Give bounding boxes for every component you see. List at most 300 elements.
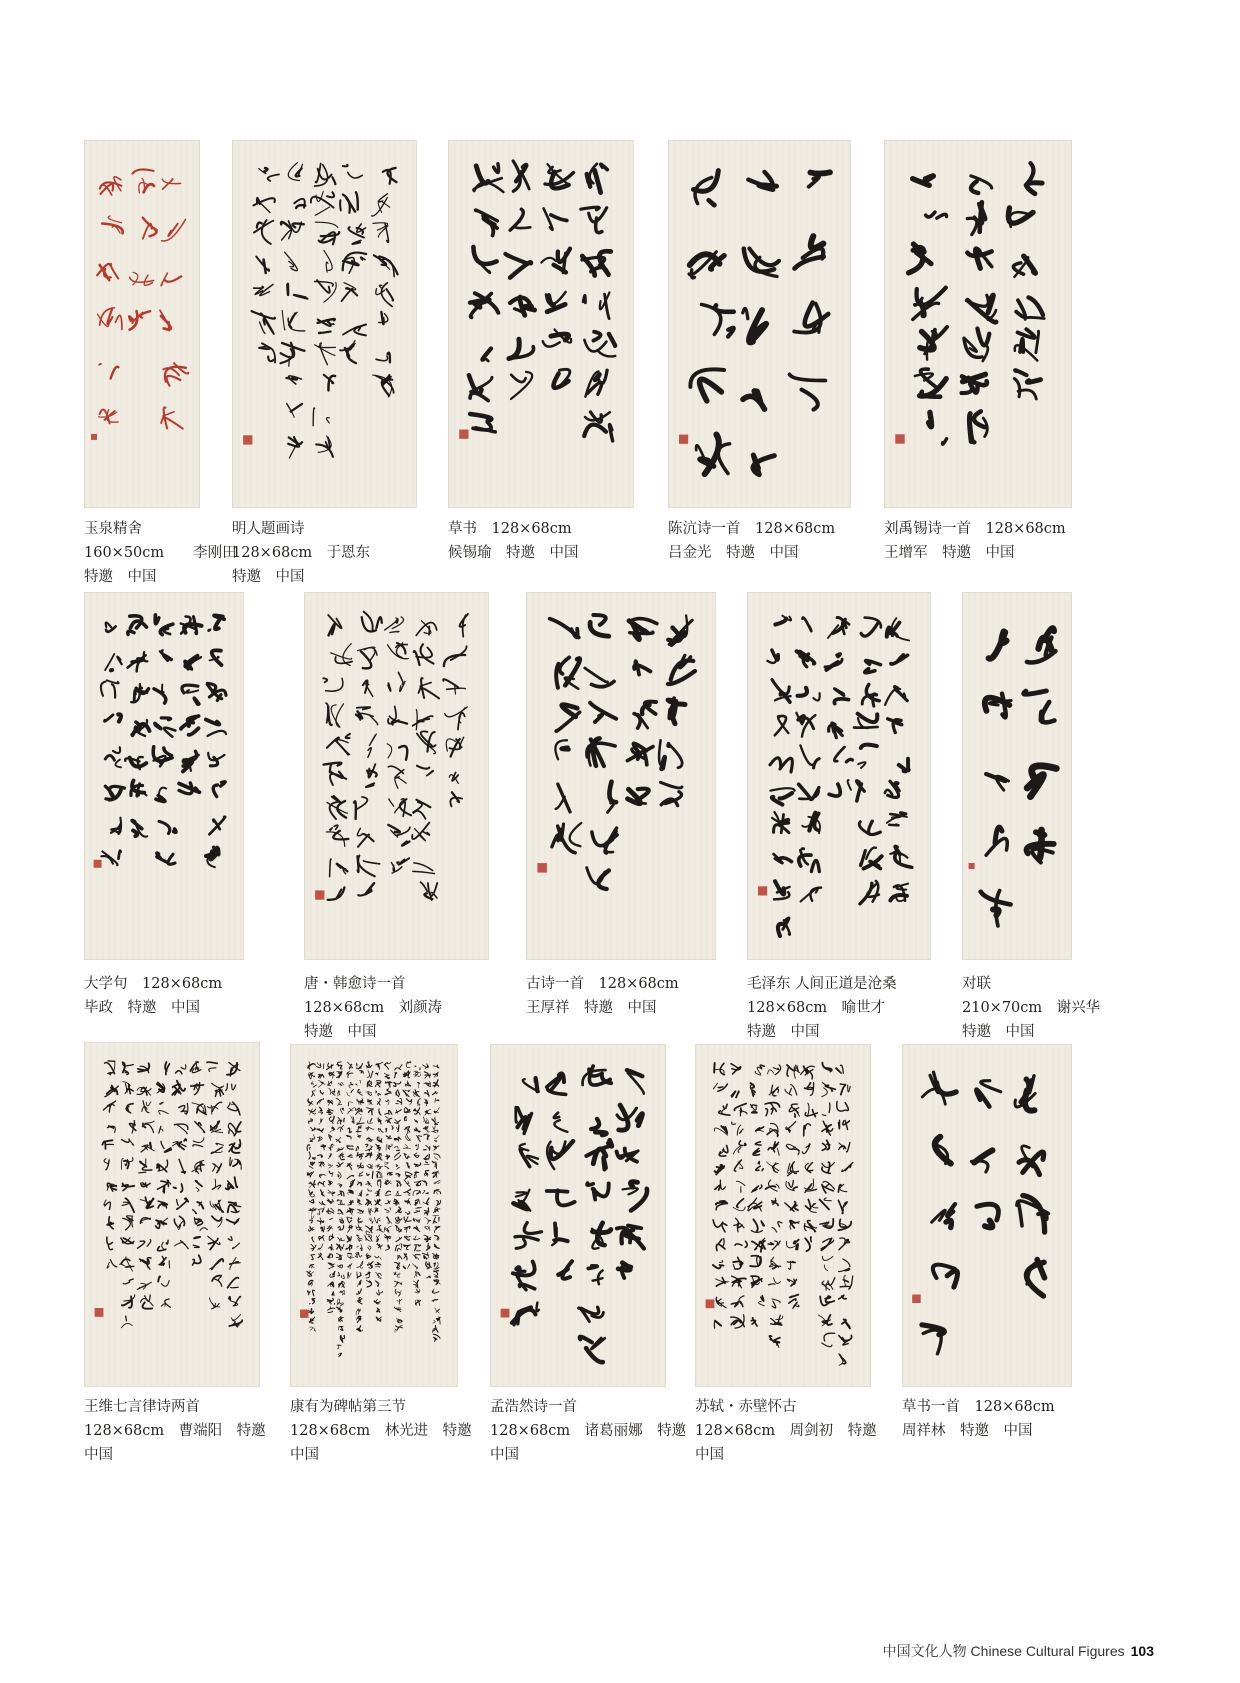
brush-stroke [310,1192,313,1195]
artwork-image [84,592,244,960]
brush-stroke [834,699,848,704]
brush-stroke [194,1255,200,1263]
brush-stroke [380,1129,383,1133]
brush-stroke [422,1181,424,1182]
brush-stroke [342,1244,344,1248]
artwork-caption [448,517,579,565]
brush-stroke [329,1171,333,1174]
brush-stroke [367,1071,370,1078]
brush-stroke [977,329,989,346]
brush-stroke [286,378,297,380]
brush-stroke [406,1175,409,1179]
brush-stroke [379,1220,381,1221]
brush-stroke [761,1296,764,1301]
brush-stroke [417,1191,420,1194]
brush-stroke [333,1116,335,1121]
brush-stroke [808,1103,810,1116]
brush-stroke [802,1144,810,1154]
brush-stroke [366,1153,370,1156]
brush-stroke [193,1145,203,1147]
brush-stroke [351,1083,353,1085]
brush-stroke [407,1181,409,1183]
brush-stroke [112,684,115,697]
brush-stroke [379,1225,381,1229]
brush-stroke [716,1204,727,1210]
brush-stroke [558,249,570,262]
seal-stamp [537,863,547,873]
brush-stroke [976,249,981,268]
brush-stroke [385,1113,389,1114]
brush-stroke [348,1128,350,1133]
brush-stroke [1017,1202,1022,1226]
brush-stroke [122,1185,128,1191]
brush-stroke [165,1062,166,1071]
brush-stroke [378,1128,379,1132]
brush-stroke [385,1166,389,1169]
brush-stroke [772,812,778,821]
brush-stroke [668,628,680,641]
brush-stroke [358,856,375,877]
brush-stroke [425,1121,428,1123]
brush-stroke [372,1171,373,1178]
brush-stroke [791,1085,797,1095]
brush-stroke [309,1308,312,1311]
brush-stroke [971,1161,988,1172]
brush-stroke [413,1255,419,1260]
brush-stroke [349,1156,353,1158]
brush-stroke [319,1080,323,1083]
artwork-image [962,592,1072,960]
brush-stroke [357,1253,358,1255]
brush-stroke [384,1065,388,1070]
brush-stroke [389,799,394,806]
brush-stroke [378,201,389,212]
brush-stroke [113,747,120,753]
brush-stroke [368,1189,372,1191]
seal-stamp [912,1295,921,1304]
brush-stroke [342,1108,344,1110]
brush-stroke [397,1292,400,1296]
brush-stroke [362,617,376,631]
brush-stroke [334,1293,335,1295]
brush-stroke [289,313,295,325]
brush-stroke [780,793,793,798]
brush-stroke [425,1227,430,1231]
brush-stroke [293,223,304,227]
brush-stroke [514,1311,519,1324]
brush-stroke [294,295,308,299]
brush-stroke [419,1245,421,1246]
brush-stroke [319,1136,321,1138]
brush-stroke [738,1148,741,1153]
brush-stroke [355,797,367,810]
brush-stroke [544,208,553,229]
brush-stroke [311,1244,314,1251]
brush-stroke [150,1143,151,1149]
brush-stroke [599,251,610,274]
brush-stroke [418,1144,419,1149]
brush-stroke [368,1247,370,1250]
seal-stamp [758,886,767,895]
calligraphy-strokes [232,140,417,508]
brush-stroke [387,1217,389,1223]
brush-stroke [980,202,982,232]
brush-stroke [219,1089,223,1096]
brush-stroke [838,1200,842,1213]
brush-stroke [367,1173,370,1175]
brush-stroke [102,1142,105,1149]
caption-line: 陈沆诗一首 128×68cm [668,521,836,537]
brush-stroke [398,672,403,684]
brush-stroke [733,1207,745,1211]
brush-stroke [139,1172,146,1173]
brush-stroke [320,343,327,365]
brush-stroke [715,1185,720,1190]
brush-stroke [366,1144,368,1147]
brush-stroke [385,1117,388,1119]
brush-stroke [159,1111,169,1115]
brush-stroke [310,1220,313,1223]
brush-stroke [116,315,122,329]
brush-stroke [106,622,112,627]
brush-stroke [399,1321,400,1322]
brush-stroke [769,1264,772,1267]
brush-stroke [192,1069,201,1073]
brush-stroke [196,1188,199,1192]
brush-stroke [119,851,121,859]
brush-stroke [397,1274,400,1277]
brush-stroke [268,174,279,181]
brush-stroke [102,851,117,865]
brush-stroke [737,1125,741,1135]
brush-stroke [733,1261,741,1264]
brush-stroke [408,1163,410,1167]
brush-stroke [184,1139,186,1141]
brush-stroke [777,1148,779,1155]
brush-stroke [739,1141,742,1146]
brush-stroke [623,1188,638,1194]
brush-stroke [423,1117,424,1122]
calligraphy-strokes [490,1044,666,1387]
brush-stroke [865,669,875,673]
brush-stroke [341,1217,342,1218]
artwork-caption [304,972,442,1044]
brush-stroke [416,1145,417,1146]
brush-stroke [155,615,159,624]
brush-stroke [322,1156,323,1158]
brush-stroke [318,1213,320,1214]
brush-stroke [213,785,217,797]
caption-line: 对联 [962,976,991,992]
caption-line: 128×68cm 周剑初 特邀 [695,1423,877,1439]
brush-stroke [775,619,786,625]
brush-stroke [735,1244,742,1246]
brush-stroke [237,1122,241,1132]
brush-stroke [414,1094,415,1097]
brush-stroke [435,1229,437,1233]
brush-stroke [594,1189,597,1200]
brush-stroke [597,350,615,356]
brush-stroke [1008,208,1033,223]
brush-stroke [358,1209,362,1210]
brush-stroke [309,1062,310,1065]
brush-stroke [720,1260,723,1262]
brush-stroke [628,1225,641,1228]
brush-stroke [840,1238,845,1244]
brush-stroke [387,1089,391,1092]
brush-stroke [822,1115,826,1116]
caption-line: 特邀 中国 [232,569,305,585]
brush-stroke [287,284,288,295]
brush-stroke [264,319,273,331]
brush-stroke [376,1317,378,1319]
brush-stroke [837,654,840,657]
brush-stroke [424,1134,427,1135]
brush-stroke [320,1091,323,1094]
brush-stroke [536,1303,538,1312]
brush-stroke [226,1084,228,1091]
brush-stroke [324,763,342,766]
brush-stroke [396,1237,402,1241]
brush-stroke [312,1091,313,1097]
brush-stroke [161,1281,169,1287]
brush-stroke [366,1128,368,1131]
artwork-caption [668,517,835,565]
artwork-image [526,592,716,960]
brush-stroke [107,309,112,324]
brush-stroke [185,1244,188,1248]
brush-stroke [105,755,114,760]
brush-stroke [787,1128,790,1132]
brush-stroke [369,1211,370,1213]
brush-stroke [380,1257,382,1259]
brush-stroke [839,1354,844,1361]
brush-stroke [324,250,332,270]
brush-stroke [773,1266,777,1269]
brush-stroke [196,1181,202,1187]
brush-stroke [829,1103,830,1113]
brush-stroke [426,1162,428,1163]
brush-stroke [390,631,399,632]
brush-stroke [104,1159,109,1164]
brush-stroke [435,1098,436,1102]
brush-stroke [435,1236,438,1240]
brush-stroke [194,617,197,634]
brush-stroke [164,276,181,281]
brush-stroke [328,1114,331,1115]
brush-stroke [772,1227,777,1232]
brush-stroke [324,1226,325,1230]
brush-stroke [553,374,568,388]
seal-stamp [706,1299,715,1308]
brush-stroke [455,686,456,694]
brush-stroke [395,1283,398,1287]
brush-stroke [315,222,338,227]
brush-stroke [340,1265,341,1267]
brush-stroke [206,720,220,725]
brush-stroke [337,864,348,872]
brush-stroke [401,1290,402,1292]
brush-stroke [772,1301,776,1308]
brush-stroke [1018,329,1035,338]
brush-stroke [332,177,335,184]
brush-stroke [836,1068,841,1073]
brush-stroke [379,285,381,288]
brush-stroke [161,1141,164,1148]
brush-stroke [347,1092,350,1096]
brush-stroke [865,618,881,628]
brush-stroke [713,1083,717,1089]
brush-stroke [395,777,406,788]
brush-stroke [313,1290,315,1296]
brush-stroke [318,1183,323,1185]
brush-stroke [361,1099,363,1101]
brush-stroke [505,254,527,264]
brush-stroke [773,1338,780,1343]
brush-stroke [805,1124,811,1129]
brush-stroke [385,1203,388,1204]
caption-line: 唐・韩愈诗一首 [304,976,406,992]
calligraphy-strokes [747,592,931,960]
brush-stroke [330,1283,331,1287]
brush-stroke [398,1217,401,1220]
brush-stroke [264,260,266,273]
brush-stroke [416,710,417,730]
brush-stroke [829,784,840,796]
brush-stroke [929,412,932,426]
publication-title: 中国文化人物 Chinese Cultural Figures [882,1643,1125,1659]
brush-stroke [417,1104,420,1105]
brush-stroke [133,272,138,284]
brush-stroke [400,1065,403,1069]
artwork-image [304,592,489,960]
brush-stroke [212,1102,222,1111]
brush-stroke [183,751,196,762]
brush-stroke [834,689,844,696]
brush-stroke [343,165,348,167]
brush-stroke [416,800,430,808]
brush-stroke [369,1164,371,1168]
brush-stroke [811,860,819,871]
brush-stroke [380,1180,381,1187]
brush-stroke [385,1083,390,1088]
brush-stroke [310,1140,313,1141]
artwork-caption [490,1395,686,1467]
brush-stroke [845,1103,848,1111]
brush-stroke [337,1093,338,1096]
calligraphy-strokes [84,592,244,960]
caption-line: 草书一首 128×68cm [902,1399,1055,1415]
artwork-caption [962,972,1100,1044]
brush-stroke [408,1130,409,1134]
brush-stroke [196,1067,198,1070]
brush-stroke [356,1084,358,1085]
brush-stroke [802,390,818,410]
brush-stroke [384,1229,389,1233]
brush-stroke [310,1327,313,1330]
brush-stroke [700,379,722,401]
brush-stroke [823,1239,831,1242]
brush-stroke [552,835,558,847]
brush-stroke [318,1248,319,1250]
brush-stroke [769,1284,775,1285]
brush-stroke [101,682,106,696]
brush-stroke [414,1163,420,1165]
brush-stroke [312,1158,315,1160]
brush-stroke [134,1121,135,1124]
brush-stroke [399,858,409,864]
brush-stroke [221,782,226,786]
brush-stroke [163,1186,164,1193]
brush-stroke [334,825,338,829]
artwork-image [84,140,200,508]
brush-stroke [134,691,135,703]
seal-stamp [243,435,252,444]
brush-stroke [415,1236,420,1240]
caption-line: 王增军 特邀 中国 [884,545,1015,561]
brush-stroke [428,883,437,896]
brush-stroke [231,1314,241,1320]
brush-stroke [403,1266,405,1269]
brush-stroke [197,1108,198,1113]
brush-stroke [811,1237,812,1242]
brush-stroke [387,1246,389,1248]
brush-stroke [352,241,361,245]
brush-stroke [314,1328,316,1331]
brush-stroke [374,1217,377,1223]
brush-stroke [368,748,371,758]
brush-stroke [117,657,121,664]
brush-stroke [717,1299,724,1303]
brush-stroke [541,258,556,263]
brush-stroke [105,654,114,670]
brush-stroke [743,308,748,318]
brush-stroke [1029,1076,1034,1093]
brush-stroke [193,1138,204,1143]
brush-stroke [390,1173,392,1175]
brush-stroke [338,1272,340,1276]
brush-stroke [331,653,352,659]
brush-stroke [947,1271,957,1287]
brush-stroke [778,1241,780,1245]
brush-stroke [718,1087,723,1088]
artwork-image [902,1044,1072,1387]
brush-stroke [379,1168,381,1170]
brush-stroke [860,883,872,904]
calligraphy-strokes [526,592,716,960]
brush-stroke [473,247,496,264]
brush-stroke [790,1295,798,1298]
brush-stroke [318,319,335,323]
brush-stroke [337,1247,338,1249]
brush-stroke [198,1123,201,1126]
brush-stroke [780,758,792,772]
brush-stroke [562,748,569,750]
brush-stroke [571,629,577,637]
brush-stroke [195,1160,204,1173]
brush-stroke [735,1301,743,1306]
brush-stroke [214,615,224,619]
artwork-caption [747,972,897,1044]
seal-stamp [94,860,102,868]
brush-stroke [168,854,175,864]
brush-stroke [447,688,466,689]
brush-stroke [406,1134,410,1139]
seal-stamp [895,434,904,443]
brush-stroke [753,1318,758,1326]
brush-stroke [376,1073,378,1074]
brush-stroke [122,1202,129,1205]
